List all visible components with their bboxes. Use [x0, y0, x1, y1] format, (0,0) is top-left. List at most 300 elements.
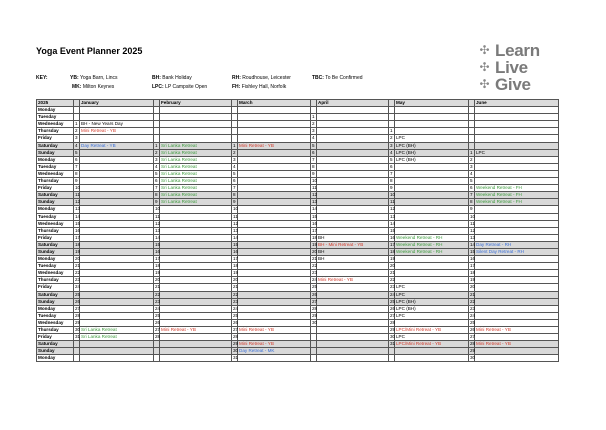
- date-number-cell: 26: [390, 305, 396, 311]
- event-cell: [160, 128, 232, 135]
- date-number-cell: 4: [75, 142, 78, 148]
- event-cell: [395, 206, 469, 213]
- date-number-cell: 1: [75, 121, 78, 127]
- date-number-cell: 26: [470, 327, 476, 332]
- date-number-cell: 21: [155, 284, 161, 290]
- event-cell: [238, 241, 311, 248]
- event-cell: [317, 192, 389, 199]
- date-number-cell: 14: [390, 220, 396, 226]
- event-cell: [238, 234, 311, 241]
- event-cell: [160, 334, 232, 341]
- date-number-cell: 25: [312, 284, 318, 290]
- date-number-cell: 14: [233, 234, 239, 240]
- date-number-cell: 29: [312, 312, 318, 318]
- event-cell: [238, 256, 311, 263]
- date-number-cell: 25: [75, 291, 81, 297]
- event-cell: Sri Lanka Retreat: [160, 163, 232, 170]
- table-row: [37, 128, 559, 135]
- date-number-cell: 3: [233, 156, 236, 162]
- event-cell: [238, 291, 311, 298]
- date-number-cell: 27: [312, 298, 318, 304]
- event-cell: [160, 114, 232, 121]
- date-number-cell: 16: [470, 256, 476, 262]
- table-row: [37, 192, 559, 199]
- date-number-cell: 13: [75, 206, 81, 212]
- month-header: April: [317, 100, 389, 107]
- day-name-cell: Saturday: [37, 241, 74, 248]
- event-cell: [80, 341, 154, 348]
- date-number-cell: 4: [233, 163, 236, 169]
- event-cell: Sri Lanka Retreat: [160, 142, 232, 149]
- day-name-cell: Wednesday: [37, 170, 74, 177]
- event-cell: [395, 192, 469, 199]
- event-cell: [475, 312, 559, 319]
- day-name-cell: Monday: [37, 305, 74, 312]
- date-number-cell: 13: [312, 199, 318, 205]
- event-cell: [160, 135, 232, 142]
- event-cell: [160, 291, 232, 298]
- date-number-cell: 17: [312, 227, 318, 233]
- event-cell: [317, 142, 389, 149]
- event-cell: Sri Lanka Retreat: [80, 334, 154, 341]
- key-item-tbc: TBC: To Be Confirmed: [312, 75, 363, 81]
- event-cell: [80, 220, 154, 227]
- event-cell: [80, 234, 154, 241]
- day-name-cell: Wednesday: [37, 270, 74, 277]
- event-cell: [475, 142, 559, 149]
- event-cell: [395, 277, 469, 284]
- event-cell: [80, 107, 154, 114]
- event-cell: LPC: [395, 135, 469, 142]
- event-cell: [80, 312, 154, 319]
- event-cell: [475, 121, 559, 128]
- date-number-cell: 22: [390, 277, 396, 283]
- event-cell: [80, 355, 154, 362]
- event-cell: [238, 355, 311, 362]
- event-cell: LPC: [475, 149, 559, 156]
- date-number-cell: 18: [155, 263, 161, 269]
- date-number-cell: 20: [75, 256, 81, 262]
- day-name-cell: Monday: [37, 107, 74, 114]
- event-cell: [395, 114, 469, 121]
- event-cell: LPC (BH): [395, 298, 469, 305]
- event-cell: [238, 270, 311, 277]
- event-cell: [475, 319, 559, 326]
- date-number-cell: 12: [312, 192, 318, 198]
- event-cell: [395, 107, 469, 114]
- event-cell: [475, 114, 559, 121]
- day-name-cell: Thursday: [37, 227, 74, 234]
- date-number-cell: 14: [470, 241, 476, 247]
- date-number-cell: 9: [312, 170, 315, 176]
- event-cell: [475, 178, 559, 185]
- event-cell: [160, 284, 232, 291]
- event-cell: [395, 220, 469, 227]
- event-cell: [395, 270, 469, 277]
- event-cell: [80, 206, 154, 213]
- date-number-cell: 28: [155, 334, 161, 340]
- event-cell: [238, 263, 311, 270]
- event-cell: [475, 298, 559, 305]
- date-number-cell: 28: [390, 319, 396, 325]
- date-number-cell: 1: [155, 142, 158, 148]
- event-cell: [80, 185, 154, 192]
- event-cell: [395, 256, 469, 263]
- month-header: May: [395, 100, 469, 107]
- month-header: January: [80, 100, 154, 107]
- date-number-cell: 7: [155, 185, 158, 191]
- event-cell: LPC/Mini Retreat - YB: [395, 327, 469, 334]
- table-row: [37, 142, 559, 149]
- table-row: [37, 185, 559, 192]
- date-number-cell: 19: [75, 248, 81, 254]
- event-cell: [160, 234, 232, 241]
- day-name-cell: Sunday: [37, 149, 74, 156]
- event-cell: [160, 248, 232, 255]
- date-number-cell: 7: [470, 192, 473, 198]
- date-number-cell: 9: [155, 199, 158, 205]
- event-cell: [238, 312, 311, 319]
- event-cell: [475, 163, 559, 170]
- date-number-cell: 18: [470, 270, 476, 276]
- date-number-cell: 28: [233, 334, 239, 340]
- date-number-cell: 23: [233, 298, 239, 304]
- event-cell: [475, 107, 559, 114]
- day-name-cell: Sunday: [37, 248, 74, 255]
- event-cell: [238, 178, 311, 185]
- event-cell: [475, 291, 559, 298]
- event-cell: [160, 341, 232, 348]
- date-number-cell: 31: [233, 355, 239, 361]
- event-cell: [238, 170, 311, 177]
- date-number-cell: 22: [470, 298, 476, 304]
- day-name-cell: Thursday: [37, 327, 74, 334]
- event-cell: [317, 170, 389, 177]
- event-cell: [80, 319, 154, 326]
- day-name-cell: Sunday: [37, 199, 74, 206]
- event-cell: [475, 256, 559, 263]
- date-number-cell: 25: [155, 312, 161, 318]
- date-number-cell: 30: [312, 319, 318, 325]
- event-cell: [317, 270, 389, 277]
- event-cell: [317, 121, 389, 128]
- event-cell: [238, 121, 311, 128]
- date-number-cell: 24: [390, 291, 396, 297]
- day-name-cell: Wednesday: [37, 121, 74, 128]
- event-cell: BH - New Years Day: [80, 121, 154, 128]
- date-number-cell: 10: [390, 192, 396, 198]
- table-row: [37, 284, 559, 291]
- date-number-cell: 19: [470, 277, 476, 283]
- date-number-cell: 15: [75, 220, 81, 226]
- event-cell: [238, 206, 311, 213]
- date-number-cell: 19: [312, 241, 318, 247]
- event-cell: [160, 107, 232, 114]
- date-number-cell: 23: [470, 305, 476, 311]
- date-number-cell: 27: [155, 327, 161, 332]
- date-number-cell: 12: [390, 206, 396, 212]
- date-number-cell: 19: [390, 256, 396, 262]
- date-number-cell: 21: [470, 291, 476, 297]
- event-cell: [475, 277, 559, 284]
- event-cell: [238, 248, 311, 255]
- date-number-cell: 16: [390, 234, 396, 240]
- event-cell: Weekend Retreat - FH: [475, 185, 559, 192]
- event-cell: Sri Lanka Retreat: [160, 185, 232, 192]
- event-cell: [317, 163, 389, 170]
- date-number-cell: 2: [75, 128, 78, 134]
- event-cell: [395, 227, 469, 234]
- date-number-cell: 21: [312, 256, 318, 262]
- date-number-cell: 11: [75, 192, 80, 198]
- date-number-cell: 10: [312, 178, 318, 184]
- event-cell: [238, 128, 311, 135]
- day-name-cell: Wednesday: [37, 319, 74, 326]
- event-cell: [475, 206, 559, 213]
- date-number-cell: 9: [75, 178, 78, 184]
- table-row: [37, 170, 559, 177]
- event-cell: [238, 149, 311, 156]
- date-number-cell: 13: [155, 227, 161, 233]
- day-name-cell: Monday: [37, 156, 74, 163]
- date-number-cell: 26: [155, 319, 161, 325]
- date-number-cell: 11: [155, 213, 160, 219]
- event-cell: [317, 114, 389, 121]
- event-cell: Sri Lanka Retreat: [160, 192, 232, 199]
- event-cell: BH - Mini Retreat - YB: [317, 241, 389, 248]
- event-cell: [317, 199, 389, 206]
- cross-hatch-icon: ✣: [479, 43, 490, 57]
- date-number-cell: 28: [312, 305, 318, 311]
- event-cell: [317, 213, 389, 220]
- event-cell: [475, 334, 559, 341]
- event-cell: [80, 348, 154, 355]
- event-cell: [80, 178, 154, 185]
- event-cell: [475, 135, 559, 142]
- table-row: [37, 206, 559, 213]
- date-number-cell: 12: [233, 220, 239, 226]
- event-cell: [160, 298, 232, 305]
- date-number-cell: 27: [233, 327, 239, 332]
- table-row: [37, 305, 559, 312]
- date-number-cell: 18: [75, 241, 81, 247]
- event-cell: [160, 348, 232, 355]
- event-cell: Sri Lanka Retreat: [160, 149, 232, 156]
- event-cell: [395, 199, 469, 206]
- event-cell: Day Retreat - MK: [238, 348, 311, 355]
- day-name-cell: Thursday: [37, 277, 74, 284]
- event-cell: BH: [317, 256, 389, 263]
- event-cell: [80, 149, 154, 156]
- table-row: [37, 341, 559, 348]
- date-number-cell: 14: [155, 234, 161, 240]
- day-name-cell: Saturday: [37, 142, 74, 149]
- cross-hatch-icon: ✣: [479, 77, 490, 91]
- date-number-cell: 25: [233, 312, 239, 318]
- date-number-cell: 27: [470, 334, 476, 340]
- event-cell: Day Retreat - YB: [80, 142, 154, 149]
- event-cell: Mini Retreat - YB: [317, 277, 389, 284]
- event-cell: [475, 284, 559, 291]
- event-cell: [160, 277, 232, 284]
- event-cell: Mini Retreat - YB: [475, 327, 559, 334]
- date-number-cell: 16: [312, 220, 318, 226]
- date-number-cell: 13: [470, 234, 476, 240]
- event-cell: [317, 291, 389, 298]
- event-cell: [80, 213, 154, 220]
- event-cell: [317, 128, 389, 135]
- event-cell: Weekend Retreat - RH: [395, 248, 469, 255]
- date-number-cell: 22: [312, 263, 318, 269]
- date-number-cell: 26: [312, 291, 318, 297]
- date-number-cell: 19: [155, 270, 161, 276]
- table-row: [37, 149, 559, 156]
- day-name-cell: Tuesday: [37, 163, 74, 170]
- event-cell: [317, 319, 389, 326]
- event-cell: Sri Lanka Retreat: [160, 178, 232, 185]
- date-number-cell: 27: [75, 305, 81, 311]
- table-row: [37, 156, 559, 163]
- event-cell: [395, 121, 469, 128]
- date-number-cell: 1: [233, 142, 236, 148]
- key-item-yb: YB: Yoga Barn, Lincs: [70, 75, 118, 81]
- event-cell: [160, 312, 232, 319]
- date-number-cell: 29: [75, 319, 81, 325]
- date-number-cell: 4: [155, 163, 158, 169]
- planner-grid: [36, 99, 559, 362]
- date-number-cell: 24: [155, 305, 161, 311]
- event-cell: [238, 156, 311, 163]
- event-cell: [238, 107, 311, 114]
- event-cell: [238, 135, 311, 142]
- month-header: March: [238, 100, 311, 107]
- date-number-cell: 7: [233, 185, 236, 191]
- table-row: [37, 256, 559, 263]
- event-cell: [238, 334, 311, 341]
- date-number-cell: 22: [155, 291, 161, 297]
- date-number-cell: 28: [470, 341, 476, 347]
- table-row: [37, 277, 559, 284]
- day-name-cell: Friday: [37, 284, 74, 291]
- event-cell: BH: [317, 248, 389, 255]
- event-cell: [475, 348, 559, 355]
- event-cell: [80, 170, 154, 177]
- event-cell: [317, 298, 389, 305]
- date-number-cell: 10: [233, 206, 239, 212]
- event-cell: LPC: [395, 284, 469, 291]
- date-number-cell: 4: [312, 135, 315, 141]
- date-number-cell: 6: [312, 149, 315, 155]
- event-cell: [160, 213, 232, 220]
- key-item-fh: FH: Fishley Hall, Norfolk: [232, 84, 287, 90]
- date-number-cell: 23: [312, 270, 318, 276]
- table-row: [37, 107, 559, 114]
- date-number-cell: 8: [75, 170, 78, 176]
- date-number-cell: 8: [470, 199, 473, 205]
- event-cell: [80, 199, 154, 206]
- table-row: [37, 327, 559, 334]
- event-cell: [160, 263, 232, 270]
- day-name-cell: Sunday: [37, 298, 74, 305]
- event-cell: LPC: [395, 291, 469, 298]
- event-cell: [80, 241, 154, 248]
- day-name-cell: Friday: [37, 334, 74, 341]
- event-cell: [160, 256, 232, 263]
- event-cell: [475, 227, 559, 234]
- event-cell: [238, 227, 311, 234]
- day-name-cell: Monday: [37, 256, 74, 263]
- event-cell: [395, 263, 469, 270]
- date-number-cell: 15: [470, 248, 476, 254]
- event-cell: [317, 185, 389, 192]
- table-row: [37, 227, 559, 234]
- date-number-cell: 24: [75, 284, 81, 290]
- date-number-cell: 12: [155, 220, 161, 226]
- event-cell: Sri Lanka Retreat: [160, 170, 232, 177]
- event-cell: Mini Retreat - YB: [80, 128, 154, 135]
- day-name-cell: Saturday: [37, 291, 74, 298]
- date-number-cell: 16: [75, 227, 81, 233]
- date-number-cell: 8: [155, 192, 158, 198]
- date-number-cell: 20: [390, 263, 396, 269]
- date-number-cell: 4: [470, 170, 473, 176]
- event-cell: [160, 241, 232, 248]
- date-number-cell: 12: [470, 227, 476, 233]
- date-number-cell: 21: [75, 263, 81, 269]
- day-name-cell: Tuesday: [37, 213, 74, 220]
- day-name-cell: Monday: [37, 206, 74, 213]
- event-cell: [317, 206, 389, 213]
- date-number-cell: 5: [312, 142, 315, 148]
- date-number-cell: 11: [470, 220, 475, 226]
- key-item-rh: RH: Roudhouse, Leicester: [232, 75, 291, 81]
- event-cell: [317, 149, 389, 156]
- event-cell: Weekend Retreat - FH: [475, 199, 559, 206]
- header-row: [37, 100, 559, 107]
- event-cell: LPC: [395, 334, 469, 341]
- event-cell: [475, 220, 559, 227]
- date-number-cell: 3: [390, 142, 393, 148]
- event-cell: [238, 277, 311, 284]
- event-cell: [475, 270, 559, 277]
- event-cell: [317, 156, 389, 163]
- day-name-cell: Tuesday: [37, 114, 74, 121]
- event-cell: [160, 270, 232, 277]
- event-cell: Day Retreat - RH: [475, 241, 559, 248]
- event-cell: [395, 213, 469, 220]
- date-number-cell: 13: [233, 227, 239, 233]
- event-cell: [317, 107, 389, 114]
- date-number-cell: 23: [155, 298, 161, 304]
- date-number-cell: 30: [390, 334, 396, 340]
- date-number-cell: 17: [75, 234, 81, 240]
- learn-live-give-logo: ✣ Learn ✣ Live ✣ Give: [479, 41, 540, 94]
- event-cell: [238, 319, 311, 326]
- date-number-cell: 11: [312, 185, 317, 191]
- date-number-cell: 18: [233, 263, 239, 269]
- table-row: [37, 135, 559, 142]
- date-number-cell: 15: [233, 241, 239, 247]
- event-cell: [80, 284, 154, 291]
- date-number-cell: 8: [233, 192, 236, 198]
- table-row: [37, 213, 559, 220]
- event-cell: [80, 227, 154, 234]
- event-cell: [317, 227, 389, 234]
- date-number-cell: 24: [470, 312, 476, 318]
- month-header: February: [160, 100, 232, 107]
- date-number-cell: 15: [390, 227, 396, 233]
- day-name-cell: Thursday: [37, 178, 74, 185]
